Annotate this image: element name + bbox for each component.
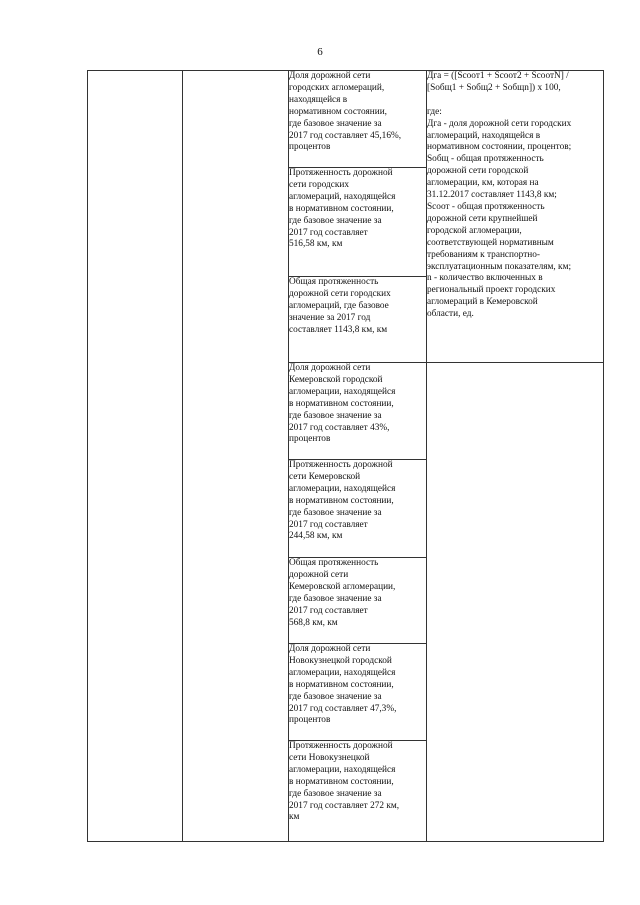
formula-cell: Дга = ([Sсоот1 + Sсоот2 + SсоотN] / [Sобщ1 + Sобщ2 + Sобщn]) x 100, где: Дга - доля дорожной сети городских агломераций, находящейся в нормативном состоянии, процентов; Sобщ - общая протяженность дорожной сети городской агломерации, км, которая на 31.12.2017 составляет 1143,8 км; Sсоот - общая протяженность дорожной сети крупнейшей городской агломерации, соответствующей нормативным требованиям к транспортно- эксплуатационным показателям, км; n - количество включенных в региональный проект городских агломераций в Кемеровской области, ед. (427, 71, 604, 363)
empty-cell-2 (183, 71, 289, 842)
indicator-cell: Протяженность дорожной сети Кемеровской агломерации, находящейся в нормативном состоянии, где базовое значение за 2017 год составляет 244,58 км, км (289, 460, 427, 558)
indicator-cell: Доля дорожной сети городских агломераций, находящейся в нормативном состоянии, где базовое значение за 2017 год составляет 45,16%, процентов (289, 71, 427, 168)
indicators-table (87, 70, 604, 842)
indicator-cell: Общая протяженность дорожной сети городских агломераций, где базовое значение за 2017 год составляет 1143,8 км, км (289, 277, 427, 363)
indicator-cell: Протяженность дорожной сети городских агломераций, находящейся в нормативном состоянии, где базовое значение за 2017 год составляет 516,58 км, км (289, 168, 427, 277)
formula-empty-cell (427, 363, 604, 842)
indicator-cell: Протяженность дорожной сети Новокузнецкой агломерации, находящейся в нормативном состоянии, где базовое значение за 2017 год составляет 272 км, км (289, 741, 427, 842)
table-row (88, 71, 604, 168)
indicator-cell: Доля дорожной сети Кемеровской городской агломерации, находящейся в нормативном состоянии, где базовое значение за 2017 год составляет 43%, процентов (289, 363, 427, 460)
empty-cell-1 (88, 71, 183, 842)
page-number: 6 (317, 46, 323, 58)
indicator-cell: Общая протяженность дорожной сети Кемеровской агломерации, где базовое значение за 2017 год составляет 568,8 км, км (289, 558, 427, 644)
indicator-cell: Доля дорожной сети Новокузнецкой городской агломерации, находящейся в нормативном состоянии, где базовое значение за 2017 год составляет 47,3%, процентов (289, 644, 427, 741)
